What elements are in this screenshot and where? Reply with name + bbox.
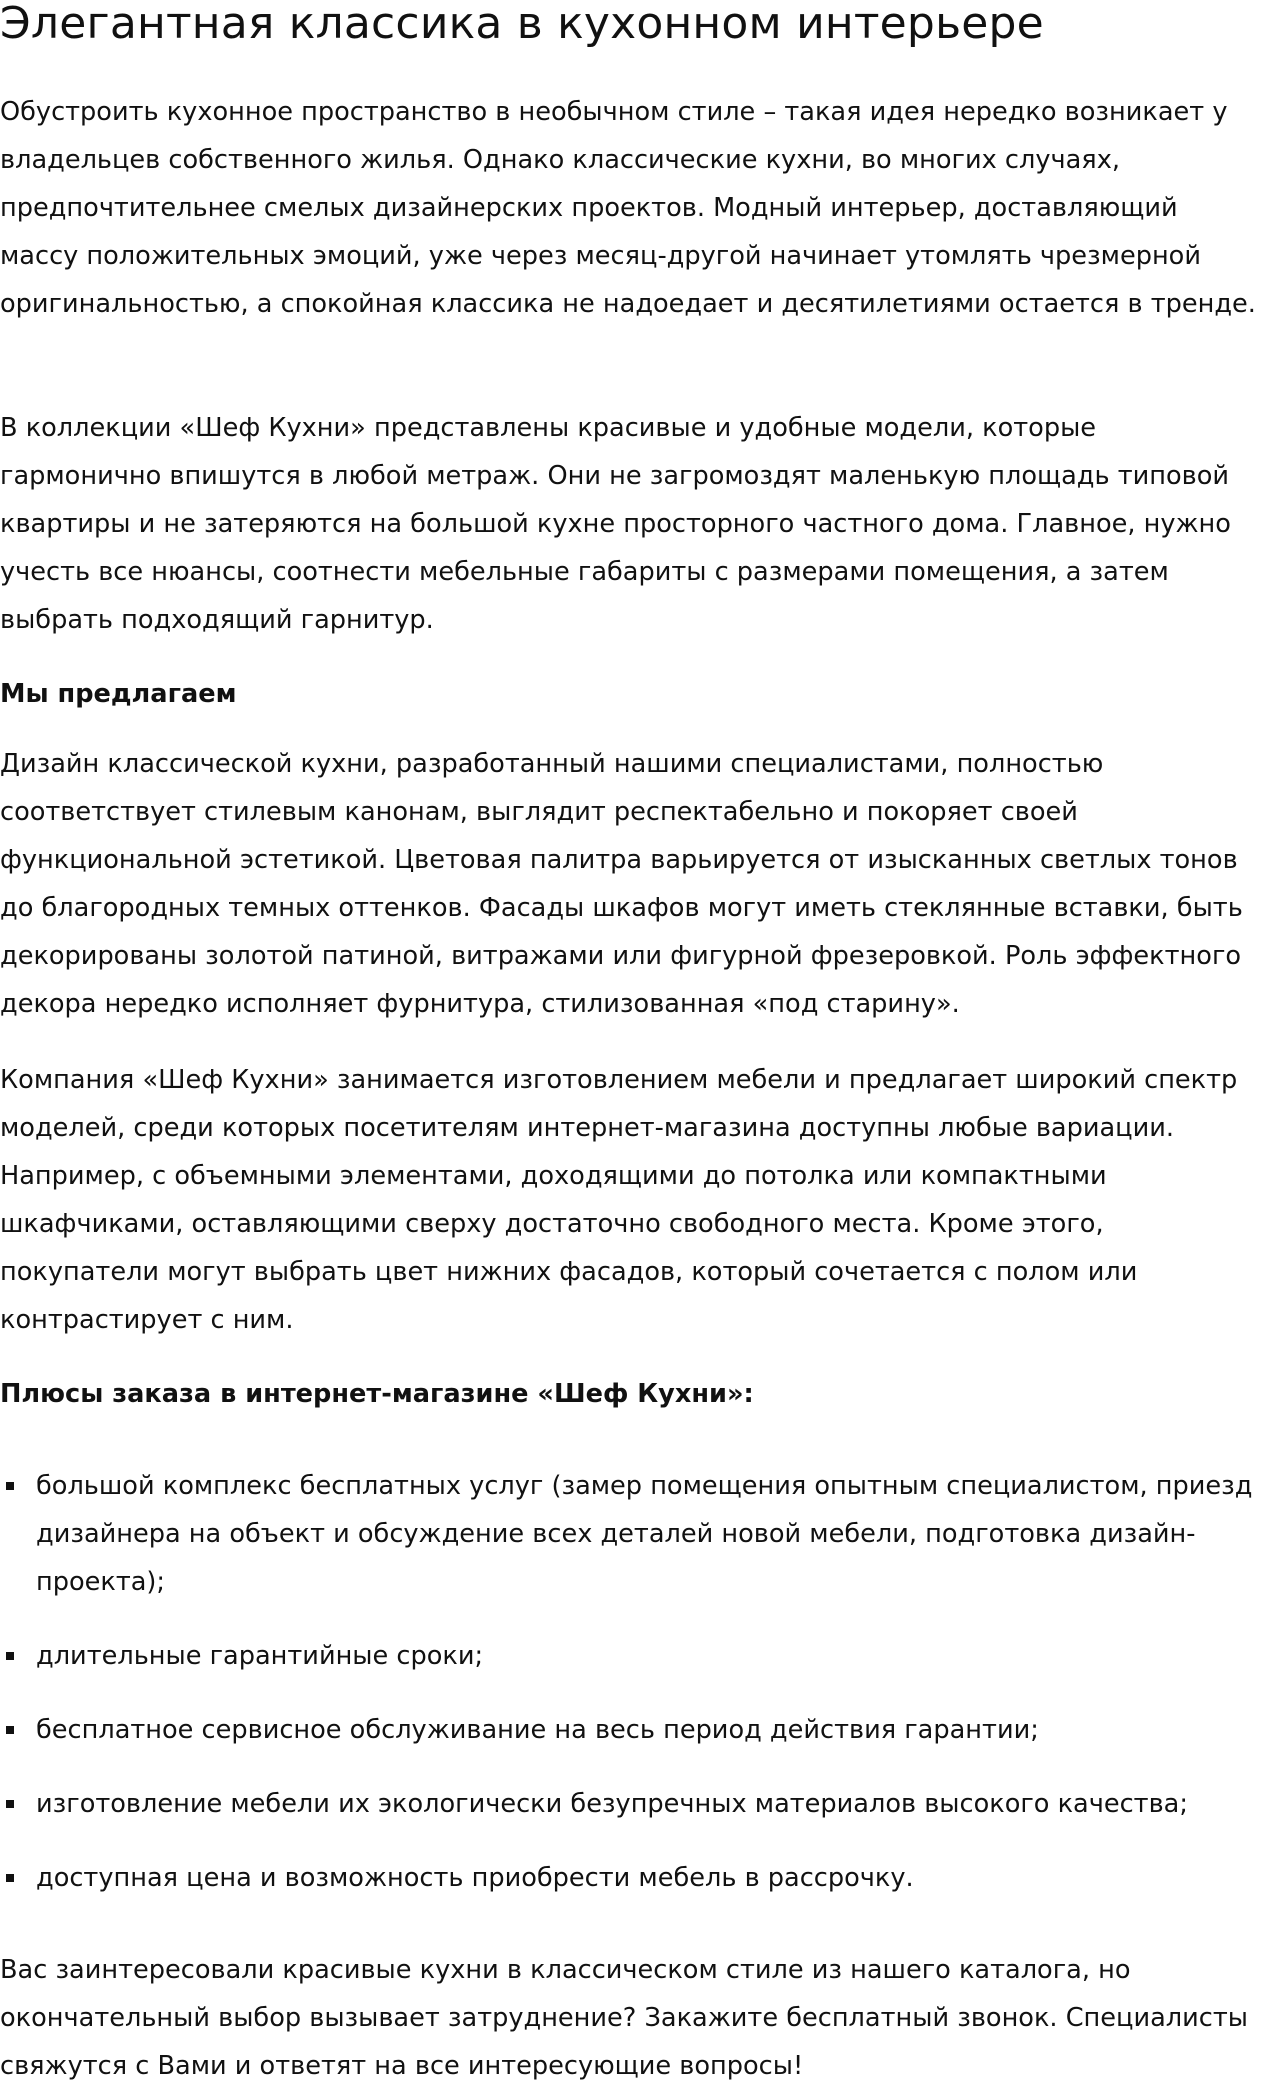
call-to-action-paragraph: Вас заинтересовали красивые кухни в классическом стиле из нашего каталога, но окончательный выбор вызывает затруднение? Закажите бесплатный звонок. Специалисты свяжутся с Вами и ответят на все интересующие вопросы! <box>0 1955 1248 2081</box>
benefit-item <box>0 1780 1264 1828</box>
design-paragraph: Дизайн классической кухни, разработанный нашими специалистами, полностью соответствует стилевым канонам, выглядит респектабельно и покоряет своей функциональной эстетикой. Цветовая палитра варьируется от изысканных светлых тонов до благородных темных оттенков. Фасады шкафов могут иметь стеклянные вставки, быть декорированы золотой патиной, витражами или фигурной фрезеровкой. Роль эффектного декора нередко исполняет фурнитура, стилизованная «под старину». <box>0 749 1243 1019</box>
benefit-item <box>0 1462 1264 1606</box>
square-bullet-icon <box>6 1652 14 1660</box>
collection-paragraph: В коллекции «Шеф Кухни» представлены красивые и удобные модели, которые гармонично впишутся в любой метраж. Они не загромоздят маленькую площадь типовой квартиры и не затеряются на большой кухне просторного частного дома. Главное, нужно учесть все нюансы, соотнести мебельные габариты с размерами помещения, а затем выбрать подходящий гарнитур. <box>0 413 1231 635</box>
benefit-text: доступная цена и возможность приобрести мебель в рассрочку. <box>36 1863 914 1893</box>
benefits-list <box>0 1462 1264 1928</box>
square-bullet-icon <box>6 1800 14 1808</box>
benefit-text: бесплатное сервисное обслуживание на весь период действия гарантии; <box>36 1715 1039 1745</box>
benefit-text: изготовление мебели их экологически безупречных материалов высокого качества; <box>36 1789 1188 1819</box>
benefit-item <box>0 1632 1264 1680</box>
benefit-text: длительные гарантийные сроки; <box>36 1641 484 1671</box>
benefit-item <box>0 1854 1264 1902</box>
benefit-text: большой комплекс бесплатных услуг (замер помещения опытным специалистом, приезд дизайнера на объект и обсуждение всех деталей новой мебели, подготовка дизайн-проекта); <box>36 1471 1253 1597</box>
offer-subheading: Мы предлагаем <box>0 679 237 709</box>
benefit-item <box>0 1706 1264 1754</box>
square-bullet-icon <box>6 1726 14 1734</box>
intro-paragraph: Обустроить кухонное пространство в необычном стиле – такая идея нередко возникает у владельцев собственного жилья. Однако классические кухни, во многих случаях, предпочтительнее смелых дизайнерских проектов. Модный интерьер, доставляющий массу положительных эмоций, уже через месяц-другой начинает утомлять чрезмерной оригинальностью, а спокойная классика не надоедает и десятилетиями остается в тренде. <box>0 97 1256 319</box>
benefits-subheading: Плюсы заказа в интернет-магазине «Шеф Кухни»: <box>0 1379 754 1409</box>
square-bullet-icon <box>6 1874 14 1882</box>
company-paragraph: Компания «Шеф Кухни» занимается изготовлением мебели и предлагает широкий спектр моделей, среди которых посетителям интернет-магазина доступны любые вариации. Например, с объемными элементами, доходящими до потолка или компактными шкафчиками, оставляющими сверху достаточно свободного места. Кроме этого, покупатели могут выбрать цвет нижних фасадов, который сочетается с полом или контрастирует с ним. <box>0 1065 1238 1335</box>
square-bullet-icon <box>6 1482 14 1490</box>
article-title: Элегантная классика в кухонном интерьере <box>0 0 1044 49</box>
